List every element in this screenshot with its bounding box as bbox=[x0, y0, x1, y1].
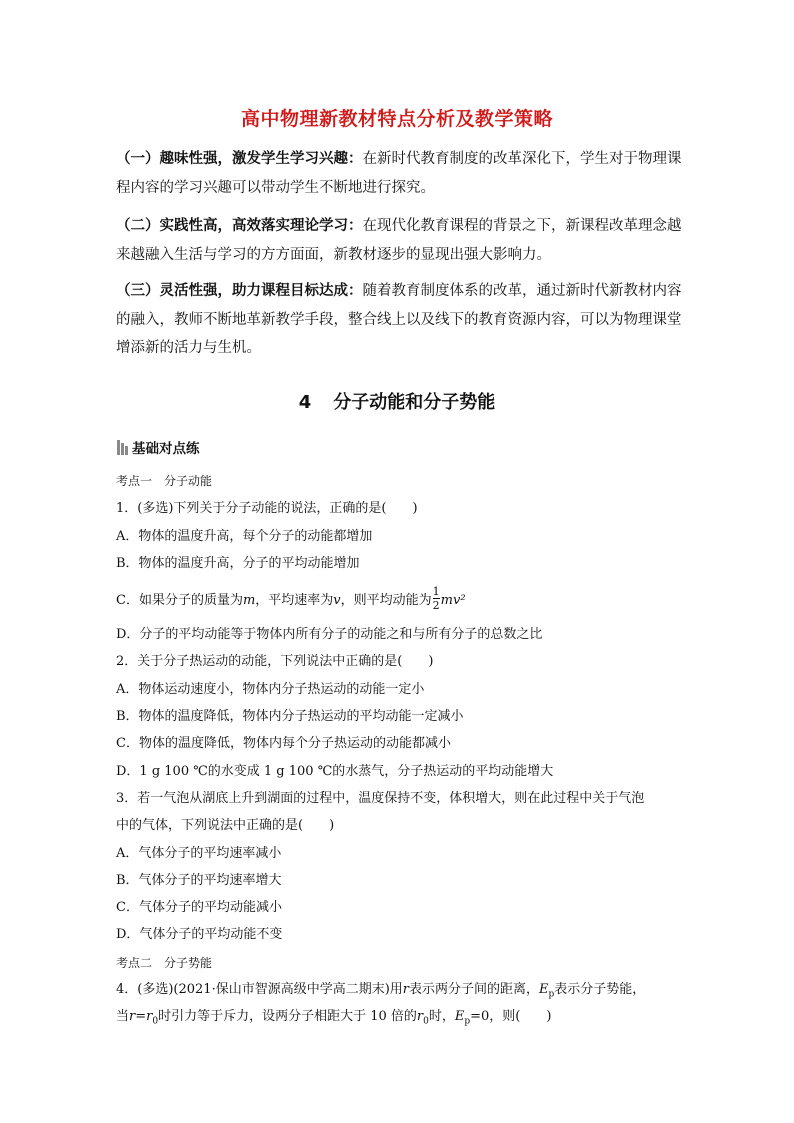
q1-stem: 1．(多选)下列关于分子动能的说法，正确的是( ) bbox=[116, 501, 418, 516]
fraction-one-half: $\frac{1}{2}$ bbox=[432, 585, 440, 612]
q3-option-c: C．气体分子的平均动能减小 bbox=[116, 900, 282, 915]
section-heading bbox=[117, 436, 200, 458]
q1-option-c: C．如果分子的质量为m，平均速率为v，则平均动能为 $\frac{1}{2}$ mv² bbox=[116, 585, 466, 612]
q2-option-b: B．物体的温度降低，物体内分子热运动的平均动能一定减小 bbox=[116, 709, 464, 724]
intro-heading-1: （一）趣味性强，激发学生学习兴趣： bbox=[116, 151, 363, 167]
chapter-title: 分子动能和分子势能 bbox=[333, 392, 496, 413]
page-title: 高中物理新教材特点分析及教学策略 bbox=[240, 108, 553, 130]
q3-option-d: D．气体分子的平均动能不变 bbox=[116, 927, 283, 942]
kaodian-2: 考点二 分子势能 bbox=[116, 956, 213, 970]
intro-paragraph-2 bbox=[116, 212, 682, 269]
intro-heading-2: （二）实践性高，高效落实理论学习： bbox=[116, 218, 363, 234]
chapter-heading bbox=[0, 388, 794, 414]
q1-option-d: D．分子的平均动能等于物体内所有分子的动能之和与所有分子的总数之比 bbox=[116, 627, 543, 642]
q2-stem: 2．关于分子热运动的动能，下列说法中正确的是( ) bbox=[116, 654, 434, 669]
q2-option-a: A．物体运动速度小，物体内分子热运动的动能一定小 bbox=[116, 682, 425, 697]
intro-text-3: 随着教育制度体系的改革，通过新时代新教材内容的融入，教师不断地革新教学手段，整合线上以及线下的教育资源内容，可以为物理课堂增添新的活力与生机。 bbox=[116, 283, 682, 356]
q1-option-a: A．物体的温度升高，每个分子的动能都增加 bbox=[116, 529, 373, 544]
q1-option-b: B．物体的温度升高，分子的平均动能增加 bbox=[116, 556, 360, 571]
intro-heading-3: （三）灵活性强，助力课程目标达成： bbox=[116, 283, 363, 299]
q3-stem-line-1: 3．若一气泡从湖底上升到湖面的过程中，温度保持不变，体积增大，则在此过程中关于气泡 bbox=[116, 791, 645, 806]
q3-option-b: B．气体分子的平均速率增大 bbox=[116, 873, 282, 888]
q4-stem-line-2: 当$r=r_0$时引力等于斥力，设两分子相距大于 10 倍的$r_0$时，$E_p=0$，则( ) bbox=[116, 1009, 552, 1027]
q3-stem-line-2: 中的气体，下列说法中正确的是( ) bbox=[116, 818, 335, 833]
q2-option-d: D．1 g 100 ℃的水变成 1 g 100 ℃的水蒸气，分子热运动的平均动能增大 bbox=[116, 764, 554, 779]
intro-text-1: 在新时代教育制度的改革深化下，学生对于物理课程内容的学习兴趣可以带动学生不断地进行探究。 bbox=[116, 151, 682, 196]
intro-text-2: 在现代化教育课程的背景之下，新课程改革理念越来越融入生活与学习的方方面面，新教材逐步的显现出强大影响力。 bbox=[116, 218, 682, 263]
chapter-number: 4 bbox=[298, 392, 312, 413]
q3-option-a: A．气体分子的平均速率减小 bbox=[116, 846, 282, 861]
kaodian-1: 考点一 分子动能 bbox=[116, 474, 213, 488]
q4-stem-line-1: 4．(多选)(2021·保山市智源高级中学高二期末)用r表示两分子间的距离，$E_p$表示分子势能， bbox=[116, 982, 646, 1000]
q2-option-c: C．物体的温度降低，物体内每个分子热运动的动能都减小 bbox=[116, 736, 451, 751]
intro-paragraph-3 bbox=[116, 277, 682, 363]
section-title: 基础对点练 bbox=[132, 441, 200, 457]
section-marker-icon bbox=[117, 440, 128, 455]
intro-paragraph-1 bbox=[116, 145, 682, 202]
